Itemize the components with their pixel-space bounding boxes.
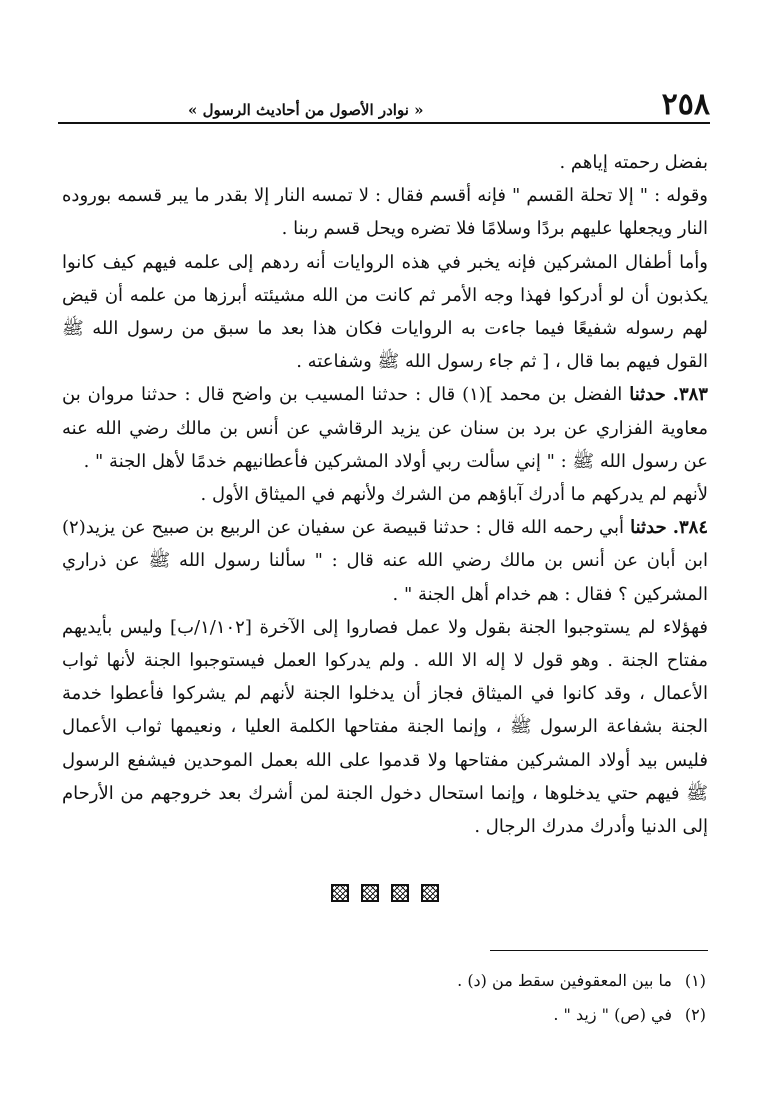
hadith-number: ٣٨٤. <box>672 517 708 539</box>
header-rule <box>58 122 710 124</box>
footnote-number: (١) <box>684 971 706 990</box>
paragraph: وقوله : " إلا تحلة القسم " فإنه أقسم فقال : لا تمسه النار إلا بقدر ما يبر قسمه بوروده النار ويجعلها عليهم بردًا وسلامًا فلا تضره ويحل قسم ربنا . <box>62 185 708 240</box>
hadith-text: أبي رحمه الله قال : حدثنا قبيصة عن سفيان عن الربيع بن صبيح عن يزيد(٢) ابن أبان عن أنس بن مالك رضي الله عنه قال : " سألنا رسول الله ﷺ عن ذراري المشركين ؟ فقال : هم خدام أهل الجنة " . <box>62 517 708 605</box>
footnote-text: ما بين المعقوفين سقط من (د) . <box>457 971 672 990</box>
ornament-icon <box>421 884 439 902</box>
footnotes <box>66 964 706 1032</box>
hadith-384 <box>62 511 708 611</box>
ornament-icon <box>391 884 409 902</box>
running-title: « نوادر الأصول من أحاديث الرسول » <box>188 101 424 119</box>
ornament-icon <box>361 884 379 902</box>
paragraph: بفضل رحمته إياهم . <box>559 152 708 173</box>
section-ornaments <box>0 884 770 902</box>
haddathana-word: حدثنا <box>630 517 667 539</box>
body-text <box>62 146 708 843</box>
paragraph: فهؤلاء لم يستوجبوا الجنة بقول ولا عمل فصاروا إلى الآخرة [١/١٠٢/ب] وليس بأيديهم مفتاح الجنة . وهو قول لا إله الا الله . ولم يدركوا العمل فيستوجبوا الجنة لأنها ثواب الأعمال ، وقد كانوا في الميثاق فجاز أن يدخلوا الجنة لأنهم لم يشركوا فأعطوا خدمة الجنة بشفاعة الرسول ﷺ ، وإنما الجنة مفتاحها الكلمة العليا ، ونعيمها ثواب الأعمال فليس بيد أولاد المشركين مفتاحها ولا قدموا على الله بعمل الموحدين فيشفع الرسول ﷺ فيهم حتي يدخلوها ، وإنما استحال دخول الجنة لمن أشرك بعد خروجهم من الأرحام إلى الدنيا وأدرك مدرك الرجال . <box>62 616 708 838</box>
hadith-383 <box>62 378 708 478</box>
paragraph: وأما أطفال المشركين فإنه يخبر في هذه الروايات أنه ردهم إلى علمه فيهم كيف كانوا يكذبون أن لو أدركوا فهذا وجه الأمر ثم كانت من الله مشيئته أبرزها من علمه أن قيض لهم رسوله شفيعًا فيما جاءت به الروايات فكان هذا بعد ما سبق من رسول الله ﷺ القول فيهم بما قال ، [ ثم جاء رسول الله ﷺ وشفاعته . <box>62 251 708 373</box>
paragraph: لأنهم لم يدركهم ما أدرك آباؤهم من الشرك ولأنهم في الميثاق الأول . <box>200 484 708 506</box>
footnote-number: (٢) <box>684 1005 706 1024</box>
footnote-rule <box>490 950 708 951</box>
hadith-number: ٣٨٣. <box>672 384 708 406</box>
footnote <box>66 998 706 1032</box>
haddathana-word: حدثنا <box>629 384 666 406</box>
footnote <box>66 964 706 998</box>
ornament-icon <box>331 884 349 902</box>
page-header <box>58 86 710 120</box>
footnote-text: في (ص) " زيد " . <box>553 1005 672 1024</box>
page-number: ٢٥٨ <box>661 87 710 122</box>
hadith-text: الفضل بن محمد ](١) قال : حدثنا المسيب بن واضح قال : حدثنا مروان بن معاوية الفزاري عن برد بن سنان عن يزيد الرقاشي عن أنس بن مالك رضي الله عنه عن رسول الله ﷺ : " إني سألت ربي أولاد المشركين فأعطانيهم خدمًا لأهل الجنة " . <box>62 384 708 472</box>
